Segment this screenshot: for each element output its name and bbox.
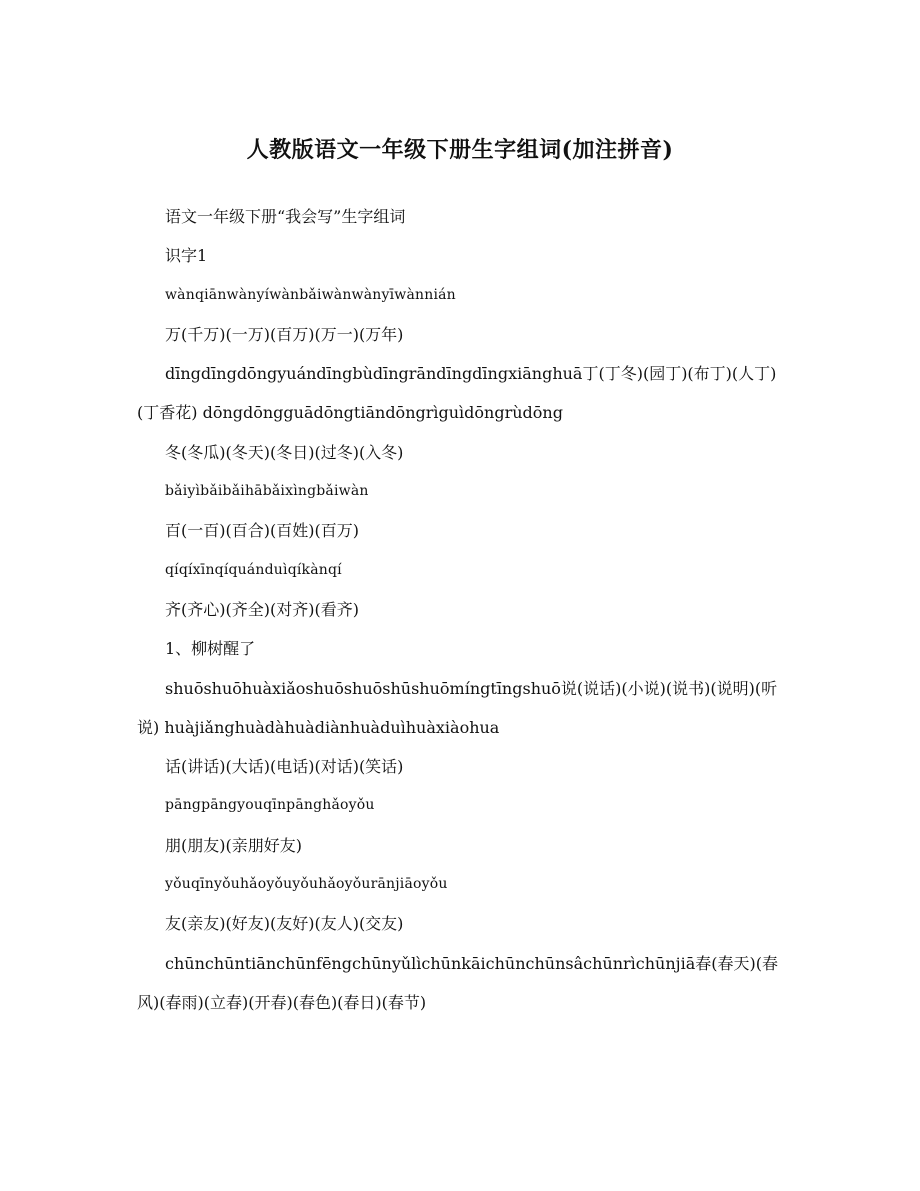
text-paragraph: chūnchūntiānchūnfēngchūnyǔlìchūnkāichūnchūnsâchūnrìchūnjiā春(春天)(春风)(春雨)(立春)(开春)(春色)(春日)(春节): [137, 953, 778, 1012]
text-paragraph: 齐(齐心)(齐全)(对齐)(看齐): [165, 599, 359, 619]
pinyin-line: yǒuqīnyǒuhǎoyǒuyǒuhǎoyǒurānjiāoyǒu: [165, 876, 448, 893]
text-paragraph: 百(一百)(百合)(百姓)(百万): [165, 521, 359, 541]
pinyin-line: pāngpāngyouqīnpānghǎoyǒu: [165, 797, 375, 814]
text-paragraph: 识字1: [165, 246, 208, 266]
text-paragraph: 朋(朋友)(亲朋好友): [165, 835, 302, 855]
text-paragraph: 万(千万)(一万)(百万)(万一)(万年): [165, 324, 404, 344]
text-paragraph: 友(亲友)(好友)(友好)(友人)(交友): [165, 914, 404, 934]
text-paragraph: 话(讲话)(大话)(电话)(对话)(笑话): [165, 757, 404, 777]
text-paragraph: shuōshuōhuàxiǎoshuōshuōshūshuōmíngtīngshuō说(说话)(小说)(说书)(说明)(听说) huàjiǎnghuàdàhuàdiànhuàduìhuàxiàohua: [137, 678, 778, 737]
text-paragraph: 1、柳树醒了: [165, 639, 256, 659]
text-paragraph: 冬(冬瓜)(冬天)(冬日)(过冬)(入冬): [165, 442, 404, 462]
page-title: 人教版语文一年级下册生字组词(加注拼音): [246, 137, 674, 163]
document-body: [137, 197, 780, 1022]
pinyin-line: qíqíxīnqíquánduìqíkànqí: [165, 561, 342, 578]
text-paragraph: 语文一年级下册“我会写”生字组词: [165, 207, 406, 226]
text-paragraph: dīngdīngdōngyuándīngbùdīngrāndīngdīngxiānghuā丁(丁冬)(园丁)(布丁)(人丁)(丁香花) dōngdōngguādōngtiāndōngrìguìdōngrùdōng: [137, 364, 777, 423]
pinyin-line: wànqiānwànyíwànbǎiwànwànyīwànnián: [165, 286, 456, 303]
pinyin-line: bǎiyìbǎibǎihābǎixìngbǎiwàn: [165, 483, 369, 500]
